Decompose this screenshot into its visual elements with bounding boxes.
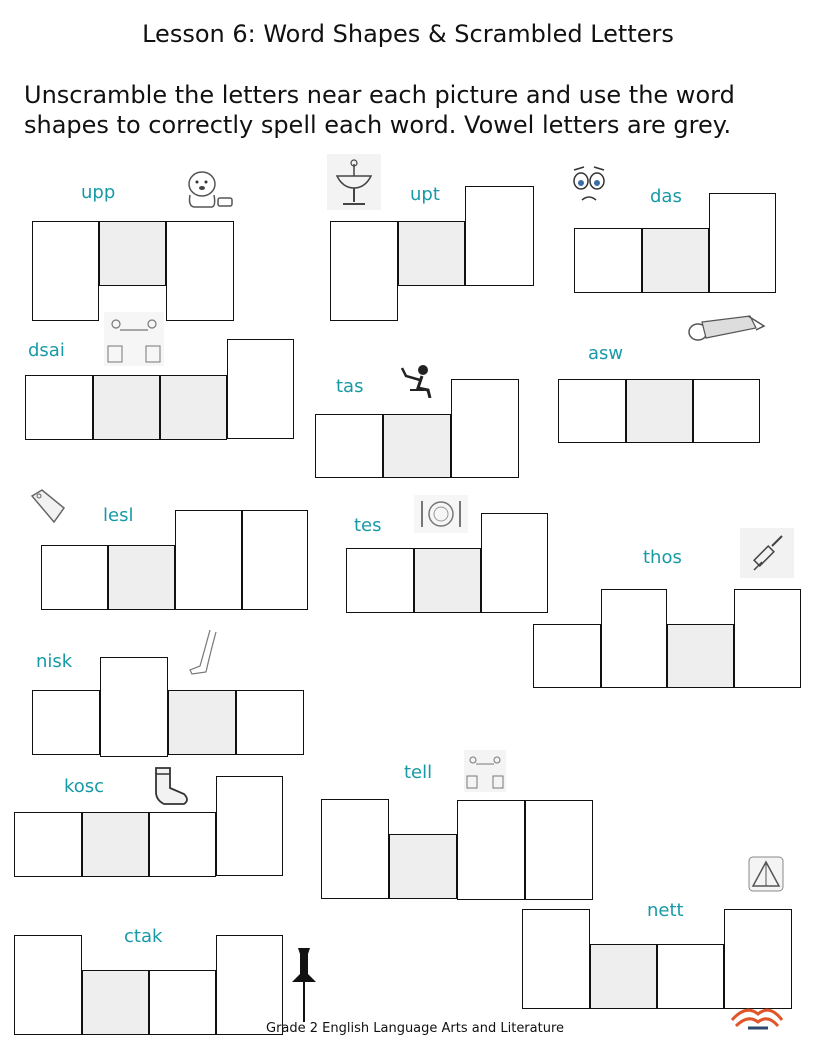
logo-icon: [728, 1000, 786, 1030]
letter-box[interactable]: [14, 812, 82, 877]
letter-box[interactable]: [330, 221, 398, 321]
letter-box[interactable]: [522, 909, 590, 1009]
letter-box[interactable]: [166, 221, 234, 321]
letter-box[interactable]: [346, 548, 414, 613]
scrambled-word: thos: [643, 547, 682, 568]
letter-box[interactable]: [525, 800, 593, 900]
sock-icon: [150, 764, 192, 806]
letter-box[interactable]: [41, 545, 108, 610]
letter-box[interactable]: [481, 513, 548, 613]
letter-box[interactable]: [216, 776, 283, 876]
letter-box[interactable]: [14, 935, 82, 1035]
letter-box[interactable]: [160, 375, 227, 440]
letter-box[interactable]: [457, 800, 525, 900]
page-title: Lesson 6: Word Shapes & Scrambled Letters: [142, 20, 674, 48]
scrambled-word: nisk: [36, 651, 73, 672]
leg-icon: [186, 628, 222, 676]
scrambled-word: das: [650, 186, 682, 207]
letter-box[interactable]: [93, 375, 160, 440]
letter-box[interactable]: [574, 228, 642, 293]
saw-icon: [684, 312, 768, 344]
letter-box[interactable]: [108, 545, 175, 610]
scrambled-word: tes: [354, 515, 382, 536]
sale-tag-icon: [28, 488, 68, 524]
scrambled-word: ctak: [124, 926, 163, 947]
fountain-icon: [327, 154, 381, 210]
scrambled-word: kosc: [64, 776, 105, 797]
letter-box[interactable]: [32, 221, 99, 321]
letter-box[interactable]: [601, 589, 667, 688]
scrambled-word: upp: [81, 182, 116, 203]
letter-box[interactable]: [451, 379, 519, 478]
letter-box[interactable]: [590, 944, 657, 1009]
syringe-icon: [740, 528, 794, 578]
letter-box[interactable]: [558, 379, 626, 443]
letter-box[interactable]: [642, 228, 709, 293]
letter-box[interactable]: [398, 221, 465, 286]
letter-box[interactable]: [82, 970, 149, 1035]
letter-box[interactable]: [724, 909, 792, 1009]
letter-box[interactable]: [321, 799, 389, 899]
scrambled-word: asw: [588, 343, 624, 364]
letter-box[interactable]: [227, 339, 294, 439]
letter-box[interactable]: [693, 379, 760, 443]
scrambled-word: lesl: [103, 505, 134, 526]
letter-box[interactable]: [99, 221, 166, 286]
scrambled-word: dsai: [28, 340, 65, 361]
footer-text: Grade 2 English Language Arts and Literature: [266, 1021, 565, 1036]
two-people-talking-icon: [104, 312, 164, 366]
letter-box[interactable]: [734, 589, 801, 688]
letter-box[interactable]: [657, 944, 724, 1009]
letter-box[interactable]: [25, 375, 93, 440]
thumbtack-icon: [290, 946, 318, 1024]
letter-box[interactable]: [667, 624, 734, 688]
letter-box[interactable]: [383, 414, 451, 478]
letter-box[interactable]: [82, 812, 149, 877]
scrambled-word: tas: [336, 376, 364, 397]
instructions: Unscramble the letters near each picture and use the word shapes to correctly spell each word. Vowel letters are grey.: [24, 81, 735, 139]
letter-box[interactable]: [236, 690, 304, 755]
place-setting-icon: [414, 495, 468, 533]
scrambled-word: tell: [404, 762, 433, 783]
letter-box[interactable]: [216, 935, 283, 1035]
letter-box[interactable]: [175, 510, 242, 610]
sad-face-icon: [568, 160, 612, 204]
scrambled-word: upt: [410, 184, 440, 205]
puppy-icon: [180, 158, 236, 210]
letter-box[interactable]: [168, 690, 236, 755]
scrambled-word: nett: [647, 900, 684, 921]
letter-box[interactable]: [100, 657, 168, 757]
letter-box[interactable]: [149, 812, 216, 877]
letter-box[interactable]: [149, 970, 216, 1035]
letter-box[interactable]: [315, 414, 383, 478]
letter-box[interactable]: [389, 834, 457, 899]
letter-box[interactable]: [626, 379, 693, 443]
letter-box[interactable]: [465, 186, 534, 286]
letter-box[interactable]: [414, 548, 481, 613]
letter-box[interactable]: [709, 193, 776, 293]
person-sitting-icon: [398, 362, 436, 398]
letter-box[interactable]: [533, 624, 601, 688]
tent-icon: [748, 856, 784, 892]
two-people-telling-icon: [464, 750, 506, 792]
letter-box[interactable]: [32, 690, 100, 755]
letter-box[interactable]: [242, 510, 308, 610]
